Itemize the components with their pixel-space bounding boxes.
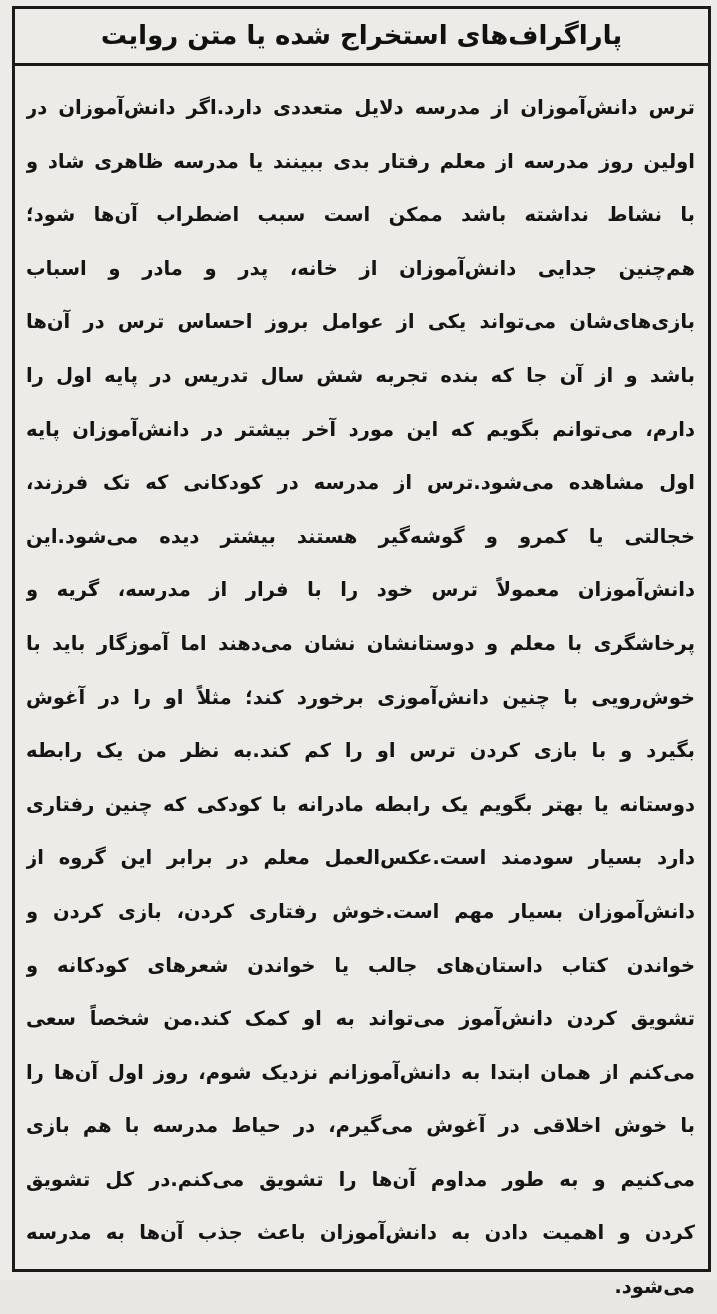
text-line: اول مشاهده می‌شود.ترس از مدرسه در کودکانی که تک فرزند، bbox=[26, 471, 695, 495]
title-bar bbox=[15, 9, 708, 66]
text-line: دوستانه یا بهتر بگویم یک رابطه مادرانه با کودکی که چنین رفتاری bbox=[26, 792, 695, 816]
text-line: خجالتی یا کمرو و گوشه‌گیر هستند بیشتر دیده می‌شود.این bbox=[26, 524, 695, 548]
text-line: خوش‌رویی با چنین دانش‌آموزی برخورد کند؛ مثلاً او را در آغوش bbox=[26, 685, 695, 709]
text-line: تشویق کردن دانش‌آموز می‌تواند به او کمک کند.من شخصاً سعی bbox=[26, 1007, 695, 1031]
text-line: دانش‌آموزان بسیار مهم است.خوش رفتاری کردن، بازی کردن و bbox=[26, 899, 695, 923]
text-line: می‌کنیم و به طور مداوم آن‌ها را تشویق می‌کنم.در کل تشویق bbox=[26, 1167, 695, 1191]
text-line: اولین روز مدرسه از معلم رفتار بدی ببینند یا مدرسه ظاهری شاد و bbox=[26, 149, 695, 173]
text-line: خواندن کتاب داستان‌های جالب یا خواندن شعرهای کودکانه و bbox=[26, 953, 695, 977]
text-line: می‌کنم از همان ابتدا به دانش‌آموزانم نزدیک شوم، روز اول آن‌ها را bbox=[26, 1060, 695, 1084]
text-line: پرخاشگری با معلم و دوستانشان نشان می‌دهند اما آموزگار باید با bbox=[26, 631, 695, 655]
text-line: ترس دانش‌آموزان از مدرسه دلایل متعددی دارد.اگر دانش‌آموزان در bbox=[26, 96, 695, 119]
text-line: کردن و اهمیت دادن به دانش‌آموزان باعث جذب آن‌ها به مدرسه bbox=[26, 1221, 695, 1245]
text-line: می‌شود. bbox=[614, 1275, 695, 1299]
text-line: هم‌چنین جدایی دانش‌آموزان از خانه، پدر و مادر و اسباب bbox=[26, 256, 695, 280]
text-line: دارد بسیار سودمند است.عکس‌العمل معلم در برابر این گروه از bbox=[26, 846, 695, 870]
text-line: بگیرد و با بازی کردن ترس او را کم کند.به نظر من یک رابطه bbox=[26, 739, 695, 763]
text-line: دانش‌آموزان معمولاً ترس خود را با فرار از مدرسه، گریه و bbox=[26, 578, 695, 602]
paragraph-body bbox=[15, 69, 708, 1299]
text-line: باشد و از آن جا که بنده تجربه شش سال تدریس در پایه اول را bbox=[26, 363, 695, 387]
page-title: پاراگراف‌های استخراج شده یا متن روایت bbox=[100, 21, 623, 51]
bordered-box bbox=[12, 6, 711, 1299]
text-line: با خوش اخلاقی در آغوش می‌گیرم، در حیاط مدرسه با هم بازی bbox=[26, 1114, 695, 1138]
text-line: دارم، می‌توانم بگویم که این مورد آخر بیشتر در دانش‌آموزان پایه bbox=[26, 417, 695, 441]
text-line: بازی‌های‌شان می‌تواند یکی از عوامل بروز احساس ترس در آن‌ها bbox=[26, 310, 695, 334]
text-line: با نشاط نداشته باشد ممکن است سبب اضطراب آن‌ها شود؛ bbox=[26, 203, 695, 227]
